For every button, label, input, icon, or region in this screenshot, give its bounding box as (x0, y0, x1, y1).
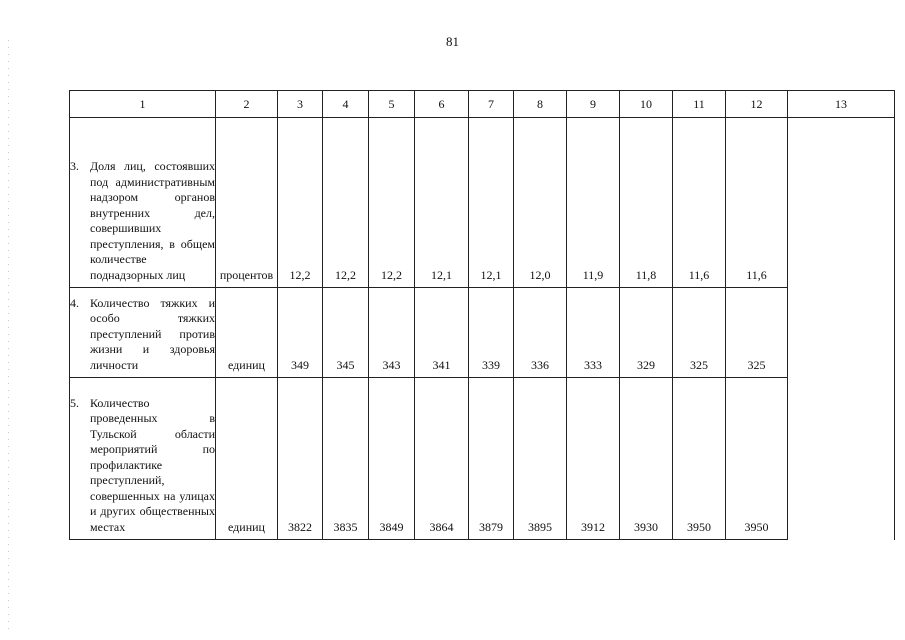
header-cell: 12 (726, 91, 788, 118)
table-row (70, 288, 895, 378)
value-cell: 3930 (620, 378, 673, 540)
header-cell: 2 (216, 91, 278, 118)
value-cell: 12,2 (369, 118, 415, 288)
value-cell: 3879 (469, 378, 514, 540)
indicator-cell (70, 378, 216, 540)
row-number: 5. (70, 395, 79, 410)
indicator-table (69, 90, 895, 540)
value-cell: 12,2 (278, 118, 323, 288)
indicator-text: Количество тяжких и особо тяжких преступлений против жизни и здоровья личности (90, 295, 215, 372)
value-cell: 11,6 (726, 118, 788, 288)
value-cell: 343 (369, 288, 415, 378)
indicator-cell (70, 288, 216, 378)
header-cell: 10 (620, 91, 673, 118)
value-cell: 3849 (369, 378, 415, 540)
header-row (70, 91, 895, 118)
notes-cell (788, 118, 895, 540)
value-cell: 3950 (673, 378, 726, 540)
header-cell: 1 (70, 91, 216, 118)
header-cell: 13 (788, 91, 895, 118)
unit-cell: процентов (216, 118, 278, 288)
unit-cell: единиц (216, 288, 278, 378)
value-cell: 12,2 (323, 118, 369, 288)
header-cell: 9 (567, 91, 620, 118)
indicator-text: Количество проведенных в Тульской области мероприятий по профилактике преступлений, совершенных на улицах и других общественных местах (90, 395, 215, 534)
value-cell: 345 (323, 288, 369, 378)
indicator-text: Доля лиц, состоявших под административным надзором органов внутренних дел, совершивших преступления, в общем количестве поднадзорных лиц (90, 159, 215, 282)
value-cell: 12,1 (415, 118, 469, 288)
header-cell: 7 (469, 91, 514, 118)
value-cell: 3895 (514, 378, 567, 540)
value-cell: 3822 (278, 378, 323, 540)
page-number: 81 (446, 34, 459, 49)
margin-dotted-line (8, 40, 9, 630)
value-cell: 3864 (415, 378, 469, 540)
value-cell: 333 (567, 288, 620, 378)
value-cell: 3950 (726, 378, 788, 540)
table-row (70, 378, 895, 540)
value-cell: 336 (514, 288, 567, 378)
table-row (70, 118, 895, 288)
value-cell: 349 (278, 288, 323, 378)
header-cell: 5 (369, 91, 415, 118)
value-cell: 11,9 (567, 118, 620, 288)
value-cell: 3912 (567, 378, 620, 540)
value-cell: 11,6 (673, 118, 726, 288)
value-cell: 11,8 (620, 118, 673, 288)
value-cell: 325 (726, 288, 788, 378)
value-cell: 325 (673, 288, 726, 378)
header-cell: 3 (278, 91, 323, 118)
row-number: 4. (70, 295, 79, 310)
value-cell: 12,0 (514, 118, 567, 288)
header-cell: 8 (514, 91, 567, 118)
value-cell: 329 (620, 288, 673, 378)
value-cell: 12,1 (469, 118, 514, 288)
header-cell: 6 (415, 91, 469, 118)
row-number: 3. (70, 159, 79, 173)
header-cell: 11 (673, 91, 726, 118)
value-cell: 341 (415, 288, 469, 378)
header-cell: 4 (323, 91, 369, 118)
value-cell: 3835 (323, 378, 369, 540)
indicator-cell (70, 118, 216, 288)
value-cell: 339 (469, 288, 514, 378)
unit-cell: единиц (216, 378, 278, 540)
